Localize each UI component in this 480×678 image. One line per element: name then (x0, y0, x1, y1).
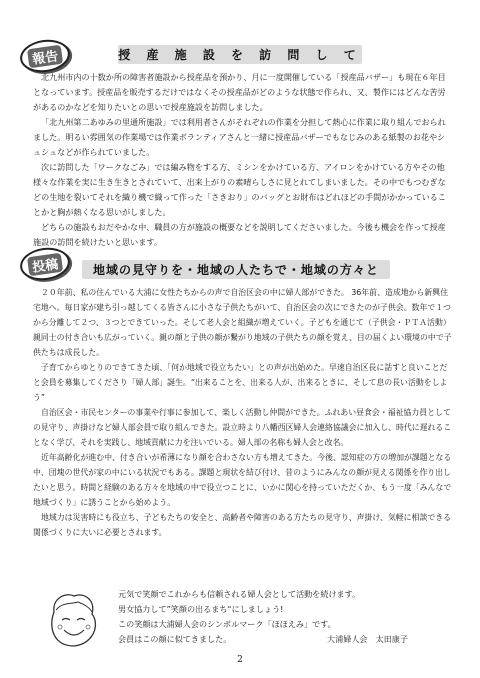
closing-line: 会員はこの顔に似てきました。 (118, 634, 232, 644)
closing-line: この笑顔は大浦婦人会のシンボルマーク「ほほえみ」です。 (118, 619, 336, 629)
section2-body (33, 285, 453, 540)
section1-paragraph: 北九州市内の十数か所の障害者施設から授産品を預かり、月に一度開催している「授産品バザー」も現在６年目となっています。授産品を販売するだけではなくその授産品がどのような状態で作られ、又、製作にはどんな苦労があるのかなどを知りたいとの思いで授産施設を訪問しました。 (33, 72, 446, 112)
section2-paragraph: 地域力は災害時にも役立ち、子どもたちの安全と、高齢者や障害のある方たちの見守り、声掛け、気軽に相談できる関係づくりに大いに必要とされます。 (33, 513, 452, 537)
closing-line: 男女協力して”笑顔の出るまち“にしましょう! (118, 604, 284, 614)
closing-signature-row (118, 632, 408, 647)
contribution-badge-label: 投稿 (27, 252, 63, 276)
page-number: 2 (237, 655, 243, 665)
section1-title (118, 45, 362, 64)
section2-title (82, 260, 390, 279)
section1-title-text: 授 産 施 設 を 訪 問 し て (118, 48, 362, 62)
section2-paragraph: 近年高齢化が進む中、付き合いが希薄になり顔を合わさない方も増えてきた。今後、認知症の方の増加が課題となる中、団塊の世代が家の中にいる状況でもある。課題と現状を結び付け、昔のようにみんなの顔が見える関係を作り出したいと思う。時間と経験のある方々を地域の中で役立つことに、いかに関心を持っていただくか、もう一度「みんなで地域づくり」に誘うことから始めよう。 (33, 453, 452, 507)
section1-paragraph: どちらの施設もおだやかな中、職員の方が施設の概要などを説明してくださいました。今後も機会を作って授産施設の訪問を続けたいと思います。 (33, 222, 446, 247)
section2-paragraph: 自治区会・市民センターの事業や行事に参加して、楽しく活動し仲間ができた。ふれあい昼食会・福祉協力員としての見守り、声掛けなど婦人部会員で取り組んできた。設立時より八幡西区婦人会連絡協議会に加入し、時代に遅れることなく学び、それを実践し、地域貢献に力を注いでいる。婦人部の名称も婦人会と改名。 (33, 408, 452, 447)
contribution-badge (18, 245, 72, 284)
section1-paragraph: 次に訪問した「ワークなごみ」では編み物をする方、ミシンをかけている方、アイロンをかけている方やその他様々な作業を実に生き生きとされていて、出来上がりの素晴らしさに見とれてしまいました。その中でもつむぎなどの生地を裂いてそれを織り機で織って作った「さきおり」のバッグとお財布はどれほどの手間がかかっていることかと胸が熱くなる思いがしました。 (33, 162, 446, 217)
section2-paragraph: 子育てからゆとりのできてきた頃、「何か地域で役立ちたい」との声が出始めた。早速自治区長に話すと良いことだと会員を募集してくださり「婦人部」誕生。“出来ることを、出来る人が、出来るときに、そして息の長い活動をしよう” (33, 363, 448, 402)
section2-title-text: 地域の見守りを・地域の人たちで・地域の方々と (93, 263, 379, 277)
section2-paragraph: ２０年前、私の住んでいる大浦に女性たちからの声で自治区会の中に婦人部ができた。 36年前、造成地から新興住宅地へ。毎日家が建ち引っ越してくる皆さんに小さな子供たちがいて、自治区会の次にできたのが子供会。数年で１つから分離して２つ、３つとできていった。そして老人会と組織が増えていく。子どもを通じて（子供会・ＰＴＡ活動）親同士の付き合いも広がっていく。親の顔と子供の顔が繋がり地域の子供たちの顔を覚え、目の届くよい環境の中で子供たちは成長した。 (33, 288, 452, 357)
closing-line: 元気で笑顔でこれからも信頼される婦人会として活動を続けます。 (118, 589, 361, 599)
smiley-face-icon (44, 590, 102, 652)
report-badge-label: 報告 (27, 44, 63, 68)
author-signature: 大浦婦人会 太田康子 (327, 634, 408, 644)
section1-body (33, 70, 453, 250)
closing-block (118, 587, 418, 647)
section1-paragraph: 「北九州第二あゆみの里通所施設」では利用者さんがそれぞれの作業を分担して熱心に作業に取り組んでおられました。明るい雰囲気の作業場では作業ボランティアさんと一緒に授産品バザーでもなじみのある紙製のお花やシュシュなどが作られていました。 (33, 117, 446, 157)
